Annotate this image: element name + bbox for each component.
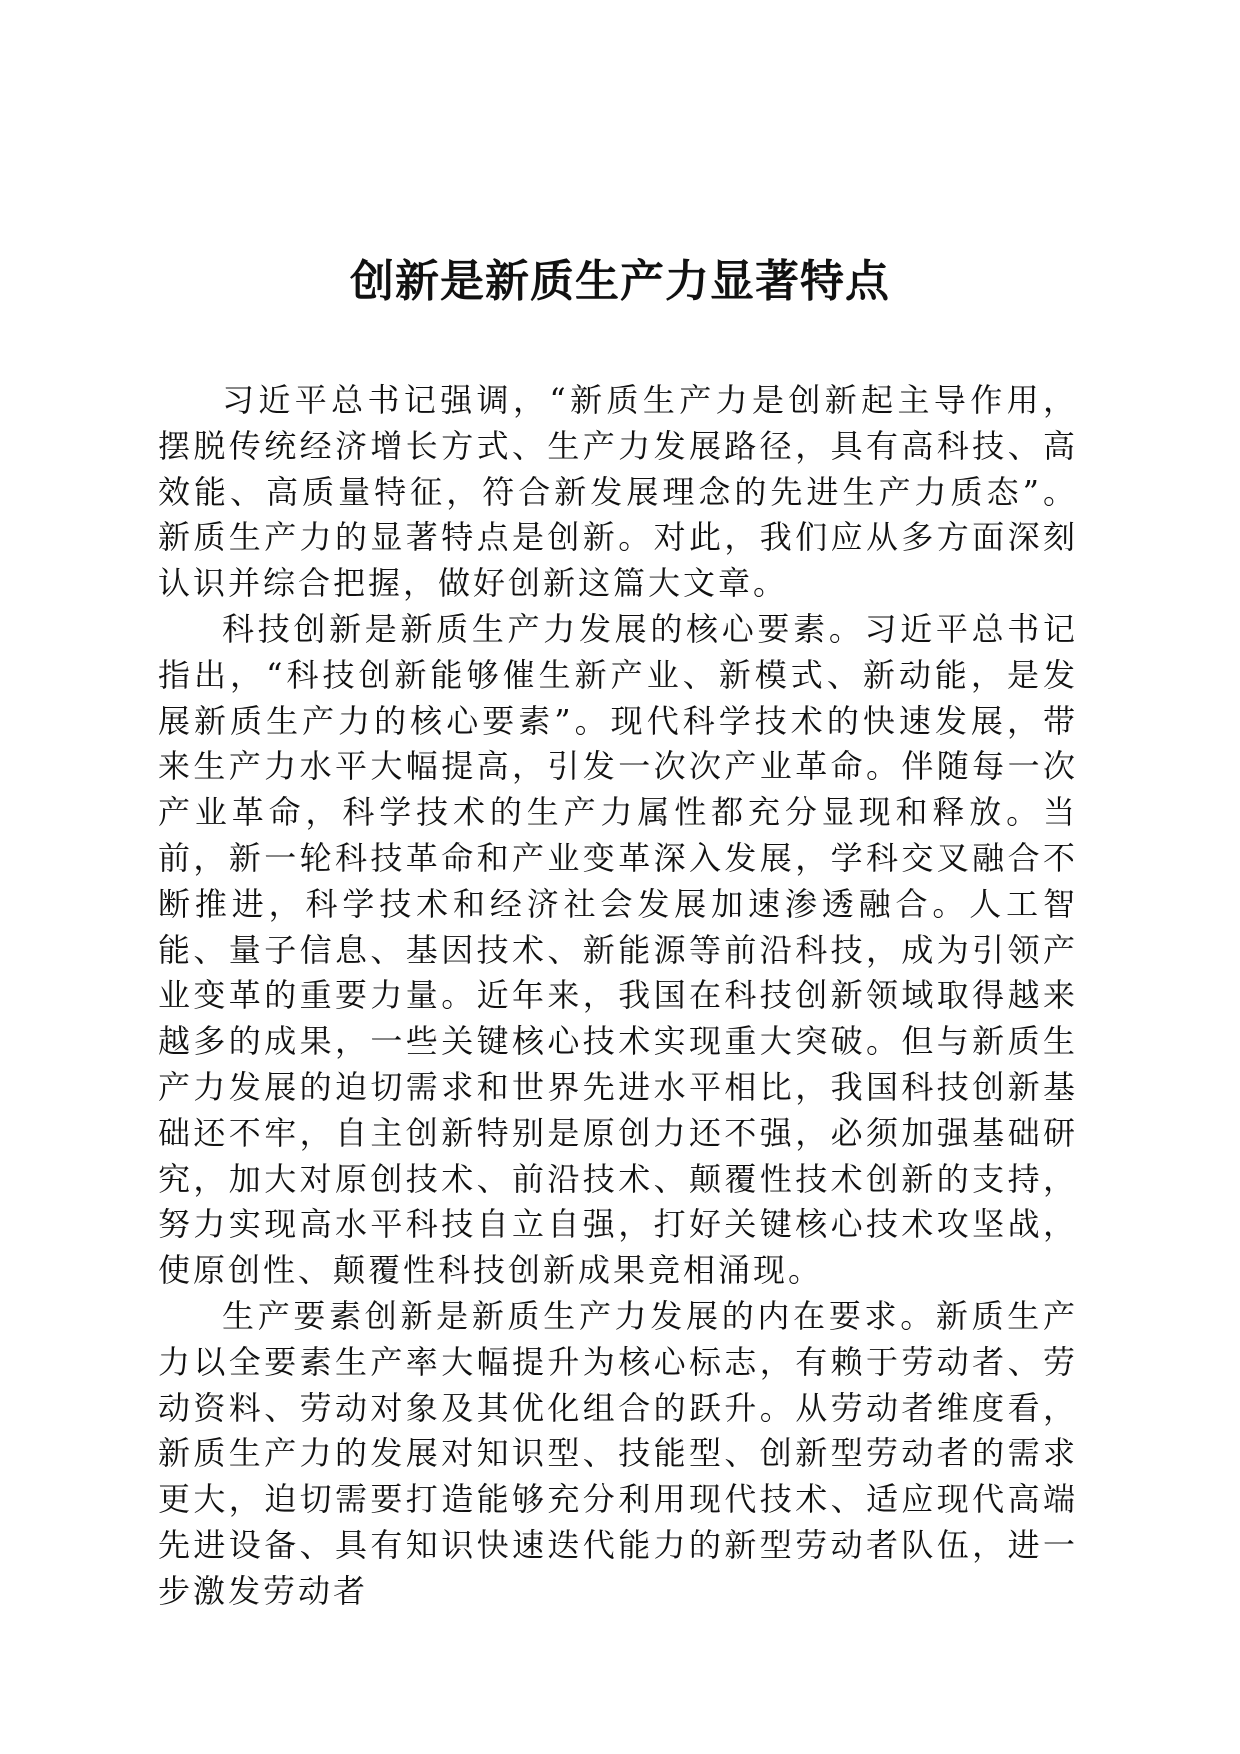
document-title: 创新是新质生产力显著特点 [350, 256, 890, 307]
paragraph-1: 习近平总书记强调，“新质生产力是创新起主导作用，摆脱传统经济增长方式、生产力发展路径，具有高科技、高效能、高质量特征，符合新发展理念的先进生产力质态”。新质生产力的显著特点是创新。对此，我们应从多方面深刻认识并综合把握，做好创新这篇大文章。 [158, 381, 1078, 603]
paragraph-2: 科技创新是新质生产力发展的核心要素。习近平总书记指出，“科技创新能够催生新产业、新模式、新动能，是发展新质生产力的核心要素”。现代科学技术的快速发展，带来生产力水平大幅提高，引发一次次产业革命。伴随每一次产业革命，科学技术的生产力属性都充分显现和释放。当前，新一轮科技革命和产业变革深入发展，学科交叉融合不断推进，科学技术和经济社会发展加速渗透融合。人工智能、量子信息、基因技术、新能源等前沿科技，成为引领产业变革的重要力量。近年来，我国在科技创新领域取得越来越多的成果，一些关键核心技术实现重大突破。但与新质生产力发展的迫切需求和世界先进水平相比，我国科技创新基础还不牢，自主创新特别是原创力还不强，必须加强基础研究，加大对原创技术、前沿技术、颠覆性技术创新的支持，努力实现高水平科技自立自强，打好关键核心技术攻坚战，使原创性、颠覆性科技创新成果竞相涌现。 [158, 609, 1078, 1290]
document-body [158, 378, 1078, 1615]
paragraph-3: 生产要素创新是新质生产力发展的内在要求。新质生产力以全要素生产率大幅提升为核心标志，有赖于劳动者、劳动资料、劳动对象及其优化组合的跃升。从劳动者维度看，新质生产力的发展对知识型、技能型、创新型劳动者的需求更大，迫切需要打造能够充分利用现代技术、适应现代高端先进设备、具有知识快速迭代能力的新型劳动者队伍，进一步激发劳动者 [158, 1296, 1078, 1610]
